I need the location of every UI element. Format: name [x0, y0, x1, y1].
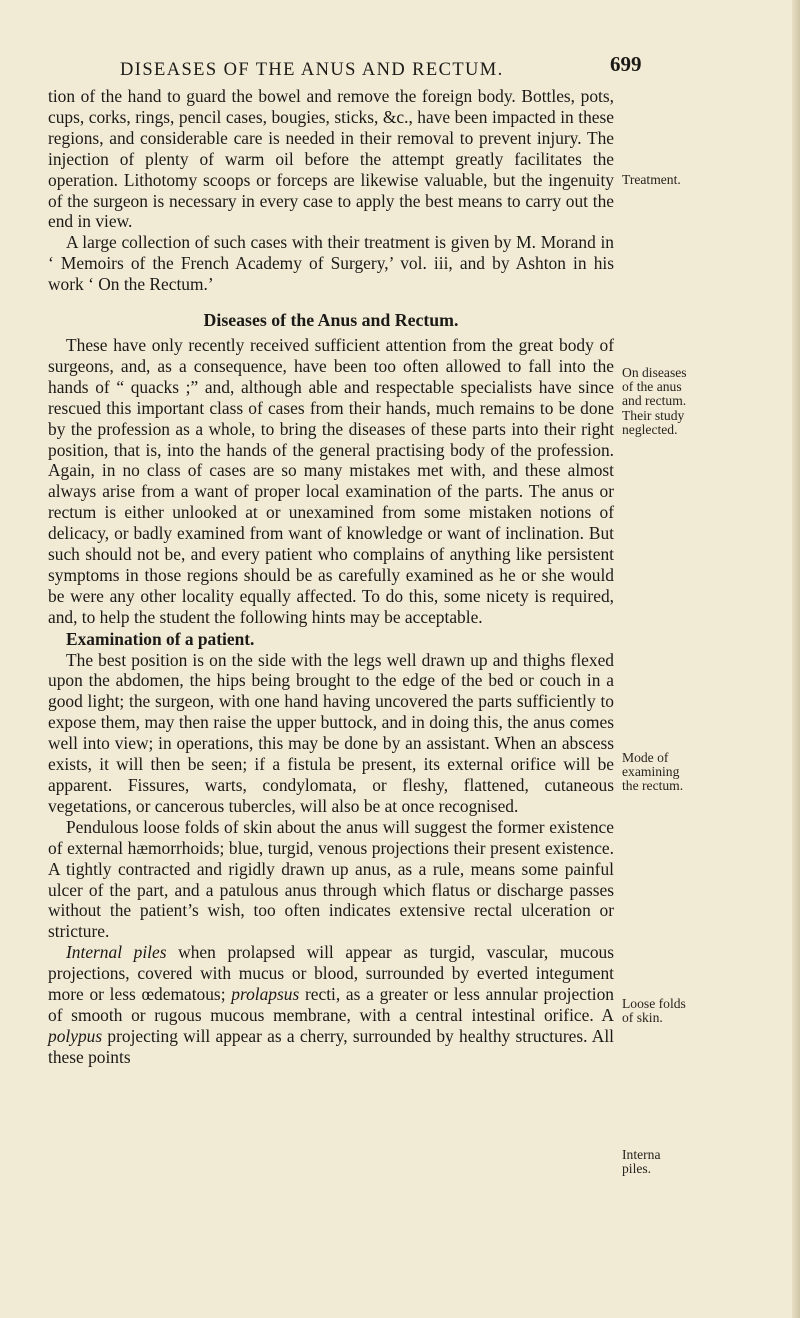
running-head: DISEASES OF THE ANUS AND RECTUM.	[120, 60, 504, 80]
sidenote-study-neglected	[622, 409, 762, 437]
sidenote-line: examining	[622, 764, 680, 779]
section-heading-diseases: Diseases of the Anus and Rectum.	[203, 310, 459, 331]
paragraph-internal-piles	[48, 942, 614, 1067]
italic-prolapsus: prolapsus	[231, 984, 300, 1005]
text-segment: when prolapsed will appear as turgid, vascular, mucous projections, covered with mucus or blood, surrounded by everted integument more or less œdematous;	[48, 942, 614, 1005]
sidenote-line: of skin.	[622, 1010, 663, 1025]
paragraph-position: The best position is on the side with the legs well drawn up and thighs flexed upon the abdomen, the hips being brought to the edge of the bed or couch in a good light; the surgeon, with one hand having uncovered the parts sufficiently to expose them, may then raise the upper buttock, and in doing this, the anus comes well into view; in operations, this may be done by an assistant. When an abscess exists, it will then be seen; if a fistula be present, its external orifice will be apparent. Fissures, warts, condylomata, or fleshy, flattened, cutaneous vegetations, or cancerous tubercles, will also be at once recognised.	[48, 649, 614, 816]
sidenote-treatment	[622, 173, 762, 187]
section-heading-examination: Examination of a patient.	[66, 628, 255, 649]
text-segment: recti, as a greater or less annular projection of smooth or rugous mucous membrane, with a central intestinal orifice. A	[48, 984, 614, 1025]
paragraph-attention: These have only recently received sufficient attention from the great body of surgeons, and, as a consequence, have been too often allowed to fall into the hands of “ quacks ;” and, although able and respectable specialists have since rescued this important class of cases from their hands, much remains to be done by the profession as a whole, to bring the diseases of these parts into their right position, that is, into the hands of the general practising body of the profession. Again, in no class of cases are so many mistakes met with, and these almost always arise from a want of proper local examination of the parts. The anus or rectum is either unlooked at or unexamined from some mistaken notions of delicacy, or badly examined from want of knowledge or want of inclination. But such should not be, and every patient who complains of anything like persistent symptoms in those regions should be as carefully examined as he or she would be were any other locality equally affected. To do this, some nicety is required, and, to help the student the following hints may be acceptable.	[48, 334, 614, 627]
page-number: 699	[610, 52, 642, 76]
sidenote-loose-folds	[622, 997, 762, 1025]
sidenote-line: Mode of	[622, 750, 669, 765]
sidenote-internal-piles	[622, 1148, 762, 1176]
sidenote-line: Their study	[622, 408, 685, 423]
paragraph-pendulous-folds: Pendulous loose folds of skin about the anus will suggest the former existence of external hæmorrhoids; blue, turgid, venous projections their present existence. A tightly contracted and rigidly drawn up anus, as a rule, means some painful ulcer of the part, and a patulous anus through which flatus or discharge passes without the patient’s wish, too often indicates extensive rectal ulceration or stricture.	[48, 816, 614, 942]
page-header	[0, 52, 800, 84]
paragraph-morand-reference: A large collection of such cases with their treatment is given by M. Morand in ‘ Memoirs of the French Academy of Surgery,’ vol. iii, and by Ashton in his work ‘ On the Rectum.’	[48, 232, 614, 295]
italic-internal-piles: Internal piles	[66, 942, 167, 963]
sidenote-line: On diseases	[622, 365, 687, 380]
sidenote-diseases	[622, 366, 762, 408]
text-segment: projecting will appear as a cherry, surrounded by healthy structures. All these points	[48, 1025, 614, 1067]
italic-polypus: polypus	[48, 1025, 103, 1046]
sidenote-line: and rectum.	[622, 393, 687, 408]
sidenote-line: the rectum.	[622, 778, 684, 793]
sidenote-line: of the anus	[622, 379, 682, 394]
sidenote-line: piles.	[622, 1161, 652, 1176]
body-text	[48, 86, 614, 1068]
sidenote-line: Treatment.	[622, 172, 681, 187]
paragraph-foreign-bodies: tion of the hand to guard the bowel and remove the foreign body. Bottles, pots, cups, corks, rings, pencil cases, bougies, sticks, &c., have been impacted in these regions, and considerable care is needed in their removal to prevent injury. The injection of plenty of warm oil before the attempt greatly facilitates the operation. Lithotomy scoops or forceps are likewise valuable, but the ingenuity of the surgeon is necessary in every case to apply the best means to carry out the end in view.	[48, 86, 614, 232]
sidenote-line: neglected.	[622, 422, 678, 437]
sidenote-line: Loose folds	[622, 996, 686, 1011]
sidenote-mode-of-examining	[622, 751, 762, 793]
sidenote-line: Interna	[622, 1147, 661, 1162]
page-edge	[792, 0, 800, 1318]
